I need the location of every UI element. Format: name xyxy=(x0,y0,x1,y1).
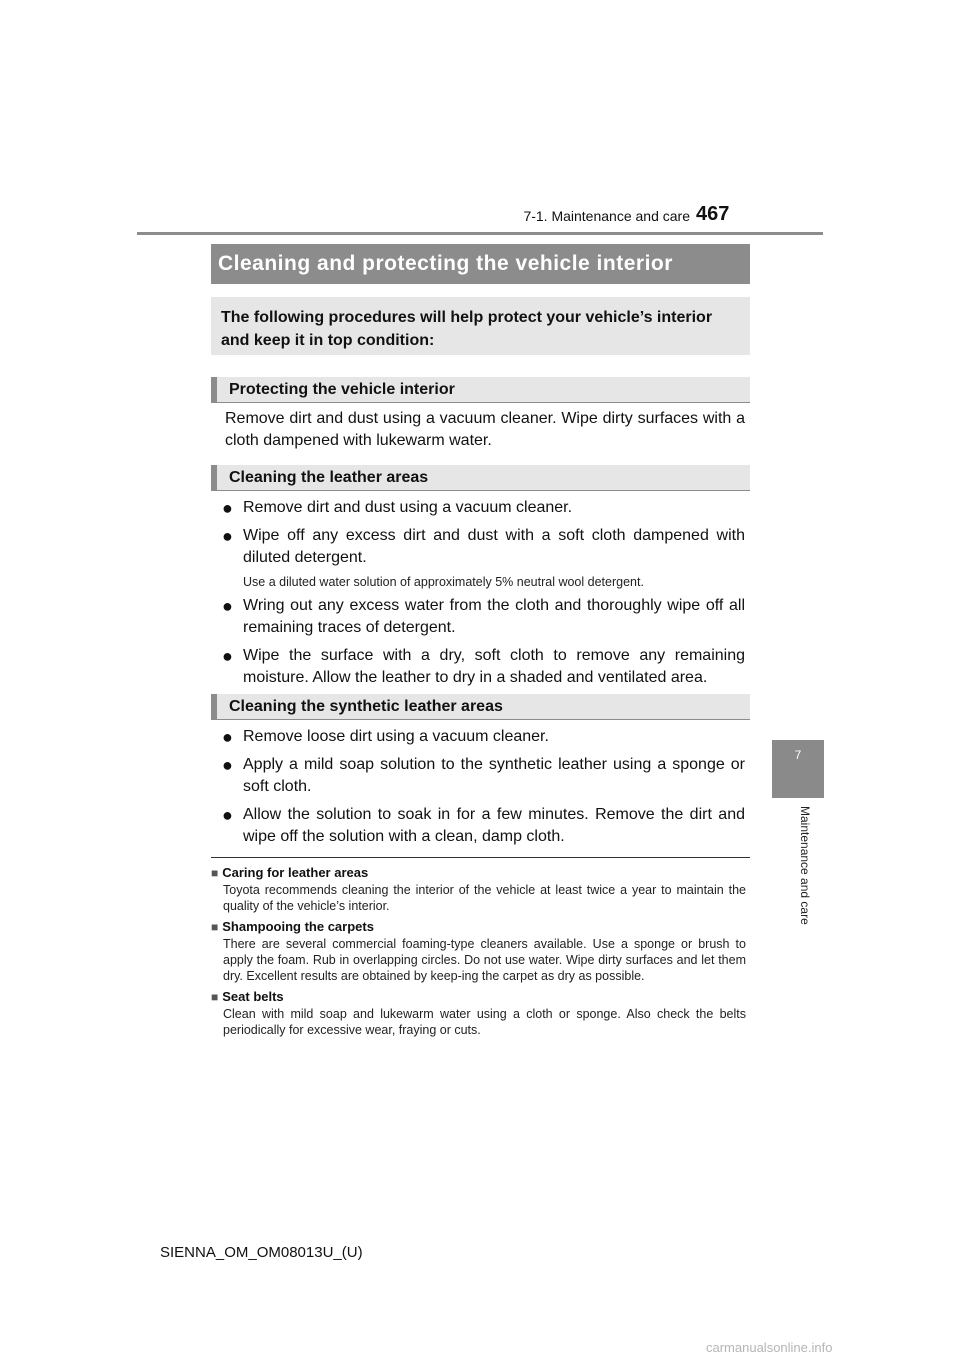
notes-area xyxy=(211,864,746,1042)
header-section-title: 7-1. Maintenance and care xyxy=(523,208,690,224)
bullet-icon: ● xyxy=(222,498,233,518)
list-item-text: Wring out any excess water from the cloth and thoroughly wipe off all remaining traces of detergent. xyxy=(243,597,745,636)
section-text-protecting: Remove dirt and dust using a vacuum cleaner. Wipe dirty surfaces with a cloth dampened with lukewarm water. xyxy=(225,410,745,449)
bullet-icon: ● xyxy=(222,526,233,546)
section-heading-synthetic-leather: Cleaning the synthetic leather areas xyxy=(211,694,750,720)
page-number: 467 xyxy=(696,203,730,225)
list-item-text: Remove dirt and dust using a vacuum cleaner. xyxy=(243,499,573,516)
list-item-text: Remove loose dirt using a vacuum cleaner. xyxy=(243,728,549,745)
note-item xyxy=(211,918,746,984)
note-item xyxy=(211,864,746,914)
note-heading: Seat belts xyxy=(222,989,284,1004)
list-item xyxy=(222,726,745,748)
intro-box: The following procedures will help protect your vehicle’s interior and keep it in top condition: xyxy=(211,297,750,355)
note-text: Clean with mild soap and lukewarm water using a cloth or sponge. Also check the belts periodically for excessive wear, fraying or cuts. xyxy=(223,1007,746,1037)
note-item xyxy=(211,988,746,1038)
bullet-icon: ● xyxy=(222,805,233,825)
square-bullet-icon: ■ xyxy=(211,990,219,1004)
note-heading-row xyxy=(211,988,746,1006)
leather-bullet-list xyxy=(222,497,745,695)
list-item xyxy=(222,645,745,689)
list-item xyxy=(222,497,745,519)
chapter-tab-number: 7 xyxy=(794,748,802,762)
watermark: carmanualsonline.info xyxy=(706,1340,833,1355)
note-heading: Shampooing the carpets xyxy=(222,919,374,934)
list-item xyxy=(222,595,745,639)
note-text: Toyota recommends cleaning the interior of the vehicle at least twice a year to maintain the quality of the vehicle’s interior. xyxy=(223,883,746,913)
list-item xyxy=(222,754,745,798)
chapter-tab-label: Maintenance and care xyxy=(798,806,812,925)
section-heading-leather: Cleaning the leather areas xyxy=(211,465,750,491)
list-item-text: Wipe the surface with a dry, soft cloth to remove any remaining moisture. Allow the leather to dry in a shaded and ventilated area. xyxy=(243,647,745,686)
note-heading-row xyxy=(211,864,746,882)
bullet-icon: ● xyxy=(222,596,233,616)
bullet-icon: ● xyxy=(222,755,233,775)
note-heading: Caring for leather areas xyxy=(222,865,369,880)
list-item xyxy=(222,804,745,848)
bullet-icon: ● xyxy=(222,727,233,747)
note-text: There are several commercial foaming-type cleaners available. Use a sponge or brush to apply the foam. Rub in overlapping circles. Do not use water. Wipe dirty surfaces and let them dry. Excellent results are obtained by keep-ing the carpet as dry as possible. xyxy=(223,937,746,983)
detergent-note: Use a diluted water solution of approximately 5% neutral wool detergent. xyxy=(243,575,644,589)
notes-divider xyxy=(211,857,750,858)
synthetic-bullet-list xyxy=(222,726,745,854)
document-code: SIENNA_OM_OM08013U_(U) xyxy=(160,1244,363,1261)
bullet-icon: ● xyxy=(222,646,233,666)
list-item-text: Apply a mild soap solution to the synthetic leather using a sponge or soft cloth. xyxy=(243,756,745,795)
list-item-text: Allow the solution to soak in for a few minutes. Remove the dirt and wipe off the solution with a clean, damp cloth. xyxy=(243,806,745,845)
square-bullet-icon: ■ xyxy=(211,920,219,934)
note-heading-row xyxy=(211,918,746,936)
section-heading-protecting: Protecting the vehicle interior xyxy=(211,377,750,403)
header-rule xyxy=(137,232,823,235)
page-title: Cleaning and protecting the vehicle interior xyxy=(211,244,750,284)
list-item-text: Wipe off any excess dirt and dust with a soft cloth dampened with diluted detergent. xyxy=(243,527,745,566)
square-bullet-icon: ■ xyxy=(211,866,219,880)
list-item xyxy=(222,525,745,569)
